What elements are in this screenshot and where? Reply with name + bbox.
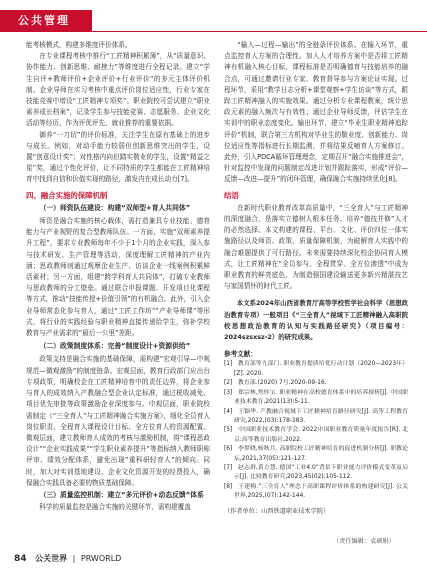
reference-text: 郑宗林,焦怀宝. 职业精神在高校德育体系中的培养探析[J]. 中国职业技术教育,2021(13):5-11. xyxy=(234,389,408,406)
paragraph: 在专业课程考核中推行“工匠精神积累簿”，从“质量意识、协作能力、创新思维、耐挫力”等维度进行全程记录。建立“学生自评+教师评价+企业评价+行业评价”的多元主体评价机制。企业导师在实习考核中重点评价岗位适应性，行业专家在技能竞赛中增设“工匠精神专项奖”。职业院校可尝试建立“职业素养成长档案”，记录学生参与技能竞赛、志愿服务、企业文化活动等经历，作为评优评先、就业推荐的重要依据。 xyxy=(26,52,210,128)
reference-item xyxy=(224,445,408,464)
paragraph: 师资是融合实施的核心载体，需打造兼具专业技能、德育能力与产业视野的复合型教师队伍。一方面，实施“双师素养提升工程”，要求专业教师每年不少于1个月的企业实践，深入参与技术研发、生产管理等活动，深度理解工匠精神的产业内涵；思政教师则通过观摩企业生产、访谈企业一线案例积累鲜活素材；另一方面，组建“跨学科育人共同体”，打破专业教师与思政教师的分工壁垒。通过联合申报课题、开发项目化课程等方式，推动“技能传授+价值引领”的有机融合。此外，引入企业导师常态化参与育人，通过“工匠工作坊”“产业导师课”等形式，将行业的实践经验与职业精神直接传递给学生，弥补学校教育与产业需求的“最后一公里”差距。 xyxy=(26,217,210,338)
paragraph: 在新时代职业教育改革高质量中，“三全育人”与工匠精神的深度融合，是落实立德树人根本任务、培养“德技并修”人才的必然选择。本文构建的课程、平台、文化、评价四位一体实施路径以及师资、政策、质量保障机制，为破解育人实践中的融合难题提供了可行路径。未来需要持续深化校企协同育人模式，让工匠精神在“全员参与、全程贯穿、全方位渗透”中成为职业教育的鲜亮底色，为制造强国建设输送更多新兴精湛技艺与家国情怀的时代工匠。 xyxy=(224,203,408,291)
magazine-brand: PRWORLD xyxy=(80,554,122,563)
reference-text: 王颖华. 产教融合视域下工匠精神培育路径研究[J]. 高等工程教育研究,2022,(03):178-183. xyxy=(234,408,408,424)
funding-note: 本文系2024年山西省教育厅高等学校哲学社会科学（思想政治教育专项）一般项目《“三全育人”视域下工匠精神融入高职院校思想政治教育的认知与实践路径研究》（项目编号：2024szsxsz-2）的研究成果。 xyxy=(224,299,408,342)
references-title: 参考文献： xyxy=(224,350,257,359)
paragraph: 御养“一刀切”的评价标准，关注学生在原有基础上的进步与成长。例如，对动手能力较弱但创新思维突出的学生，设置“创意设计奖”；对性格内向但踏实敬业的学生，设置“精益之星”奖，通过个性化评价，让不同特质的学生都能在工匠精神培育中找到自信和价值实现的路径，激发内在成长动力[7]。 xyxy=(26,130,210,184)
reference-number: [7] xyxy=(224,464,233,471)
reference-number: [4] xyxy=(224,408,233,415)
reference-text: 李梦晓,杨秋月. 高职院校工匠精神培育的促进机制分析[J]. 职教论坛,2021,37(05):121-127. xyxy=(234,446,408,462)
subsection-heading: （一）师资队伍建设：构建“双师型+育人共同体” xyxy=(39,203,191,212)
paragraph: 政策支持是融合实施的基础保障，需构建“宏观引导—中观规范—微观激励”的制度链条。宏观层面，教育行政部门应出台专项政策，明确校企在工匠精神培育中的责任边界，将企业参与育人的成效纳入产教融合型企业认定标准，通过税收减免、项目优先审批等政策激励企业深度参与。中观层面，职业院校需制定《“三全育人”与工匠精神融合实施方案》，细化全员育人岗位职责、全程育人课程设计目标、全方位育人的资源配置。微观层面，建立教师育人成效的考核与激励机制，将“课程思政设计”“企业实践成果”“学生职业素养提升”等指标纳入教师职称评审、绩效分配体系，避免出现“重科研轻育人”的倾向。同时，加大对实训基地建设、企业文化资源开发的经费投入，确保融合实践具备必要的物质基础保障。 xyxy=(26,355,210,487)
author-affiliation: （作者单位：山西铁道职业技术学院） xyxy=(224,507,330,515)
reference-number: [5] xyxy=(224,427,233,434)
subsection-heading: （二）政策制度体系：完善“制度设计+资源供给” xyxy=(39,342,191,351)
right-column xyxy=(224,40,408,517)
left-column xyxy=(26,40,210,513)
subsection-heading: （三）质量监控机制：建立“多元评价+动态反馈”体系 xyxy=(39,490,204,499)
reference-text: 教育部等九部门. 职业教育提质培优行动计划（2020—2023年）[Z]. 2020. xyxy=(234,361,408,377)
reference-text: 赵志群,黄方慧. 德国“工业4.0”背景下职业能力评价模式变革及启示[J]. 比较教育研究,2023,45(02):105-112. xyxy=(234,464,408,481)
reference-item xyxy=(224,483,408,502)
paragraph: 能考核模式，构建多维度评价体系。 xyxy=(26,41,132,49)
reference-number: [8] xyxy=(224,483,233,490)
reference-text: 王建梅.“三全育人”理念下高职课程评价体系的构建研究[J]. 公关世界,2025,(07):142-144. xyxy=(234,483,408,500)
reference-item xyxy=(224,389,408,408)
reference-number: [1] xyxy=(224,361,233,368)
section-tab: 公共管理 xyxy=(0,10,92,32)
header-rule xyxy=(92,31,427,32)
reference-number: [6] xyxy=(224,446,233,453)
conclusion-heading: 结语 xyxy=(224,190,239,200)
reference-item xyxy=(224,426,408,445)
reference-item xyxy=(224,408,408,427)
page-footer xyxy=(14,553,121,564)
reference-list xyxy=(224,360,408,501)
paragraph: 科学的质量监控是融合实施的关键环节，需构建覆盖 xyxy=(39,503,191,512)
reference-item xyxy=(224,464,408,483)
section-heading: 四、融合实施的保障机制 xyxy=(26,190,108,200)
reference-item xyxy=(224,360,408,379)
page-number: 84 xyxy=(14,554,27,564)
reference-item xyxy=(224,379,408,388)
reference-text: 教育部.(2020) 7号.2020-09-16. xyxy=(238,380,327,387)
reference-number: [3] xyxy=(224,389,233,396)
header-bar xyxy=(0,0,427,36)
paragraph: “输入—过程—输出”的全链条评价体系。在输入环节，重点监控育人方案的合理性。加入人才培养方案中是否将工匠精神有机融入核心目标，课程标准是否明确德育与技能培养的融合点，可通过邀请行业专家、教育督导参与方案论证实现。过程环节，采用“教学日志分析+课堂观察+学生访谈”等方式，跟踪工匠精神融入的实施效果。通过分析专业课程教案，统计思政元素的融入频次与有效性；通过企业导师反馈，评估学生在实训中的职业态度变化。输出环节，建立“毕业生职业精神追踪评价”机制，联合第三方机构对毕业生的敬业度、创新能力、岗位适应性等指标进行长期监测，并将结果反哺育人方案修订。此外，引入PDCA循环管理理念，定期召开“融合实施推进会”，针对监控中发现的问题制定改进计划并跟踪落实，形成“评价—反馈—改进—提升”的闭环管理，确保融合实施持续优化[8]。 xyxy=(224,41,408,184)
reference-number: [2] xyxy=(224,380,233,387)
reference-text: 中国职业技术教育学会. 2022中国职业教育质量年度报告[R]. 北京:高等教育出版社,2022. xyxy=(234,427,408,443)
footer-separator: | xyxy=(72,554,76,563)
editor-note: （责任编辑：袁硕娟） xyxy=(333,538,395,545)
magazine-name: 公关世界 xyxy=(35,554,68,563)
